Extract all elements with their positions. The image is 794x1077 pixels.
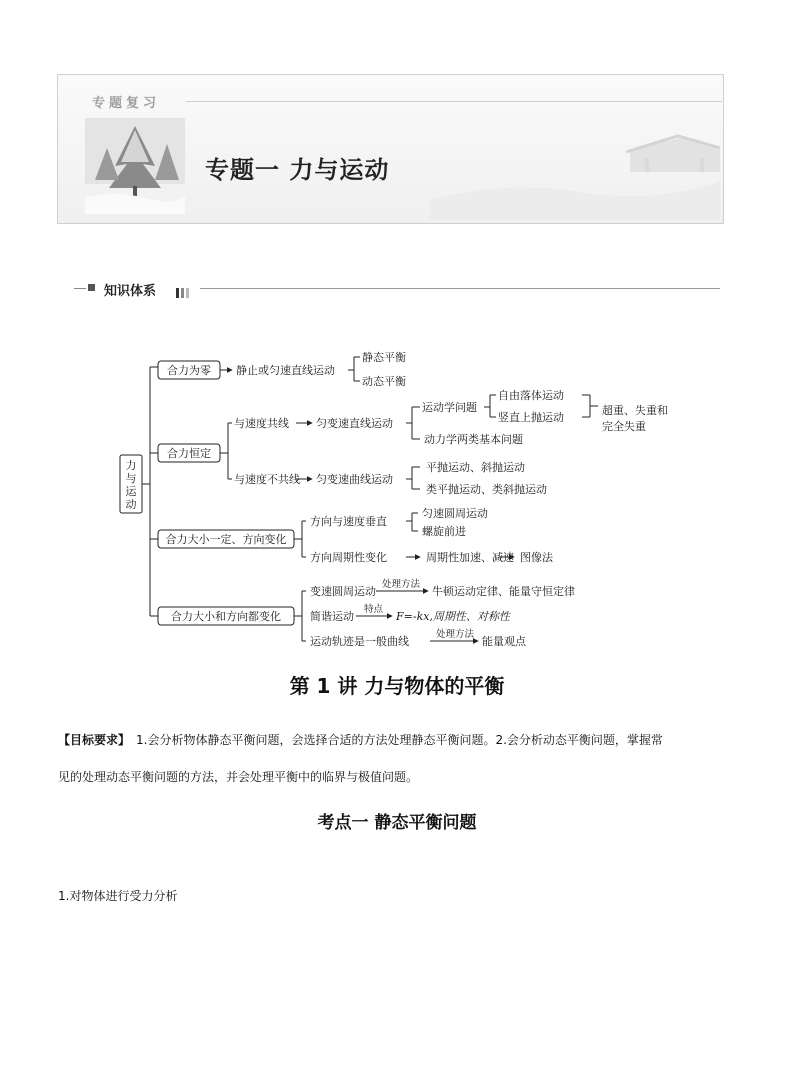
banner-tag: 专题复习 — [92, 96, 161, 111]
node-free-fall: 自由落体运动 — [498, 389, 564, 402]
diagram-root-char: 与 — [125, 472, 137, 485]
branch-both-vary: 合力大小和方向都变化 — [171, 610, 281, 623]
branch-constant-force: 合力恒定 — [167, 447, 211, 460]
diagram-root-char: 运 — [125, 485, 137, 498]
exam-point-title: 考点一 静态平衡问题 — [317, 813, 477, 833]
objectives-line-2: 见的处理动态平衡问题的方法，并会处理平衡中的临界与极值问题。 — [58, 770, 419, 784]
objectives-label: 【目标要求】 — [58, 733, 131, 747]
node-spiral: 螺旋前进 — [422, 525, 466, 538]
node-dynamics-problems: 动力学两类基本问题 — [424, 433, 523, 446]
node-graph-method: 图像法 — [520, 551, 553, 564]
lecture-title: 第 1 讲 力与物体的平衡 — [289, 674, 505, 698]
node-quasi-projectile: 类平抛运动、类斜抛运动 — [426, 483, 547, 496]
label-method-1: 处理方法 — [382, 579, 421, 590]
node-collinear: 与速度共线 — [234, 417, 289, 430]
banner-divider — [186, 101, 722, 102]
section-title: 知识体系 — [104, 284, 157, 299]
section-bars — [176, 283, 191, 302]
node-uniform-circular: 匀速圆周运动 — [422, 507, 488, 520]
node-static-or-uniform: 静止或匀速直线运动 — [236, 364, 335, 377]
diagram-root — [126, 458, 138, 511]
section-line-right — [200, 288, 720, 289]
node-hooke: F=-kx,周期性、对称性 — [396, 610, 510, 623]
node-periodic-accel: 周期性加速、减速 — [426, 551, 514, 564]
label-feature: 特点 — [364, 604, 384, 615]
chapter-title: 专题一 力与运动 — [205, 156, 390, 184]
diagram-root-char: 动 — [125, 498, 137, 511]
node-vertical-throw: 竖直上抛运动 — [498, 411, 564, 424]
section-bullet — [88, 284, 95, 291]
node-kinematics: 运动学问题 — [422, 401, 477, 414]
node-newton-energy: 牛顿运动定律、能量守恒定律 — [432, 585, 575, 598]
item-1: 1.对物体进行受力分析 — [58, 889, 178, 903]
node-perpendicular: 方向与速度垂直 — [310, 515, 387, 528]
node-uniform-accel-line: 匀变速直线运动 — [316, 417, 393, 430]
node-variable-circular: 变速圆周运动 — [310, 585, 376, 598]
label-method-2: 处理方法 — [436, 629, 475, 640]
branch-net-zero: 合力为零 — [167, 364, 211, 377]
node-uniform-accel-curve: 匀变速曲线运动 — [316, 473, 393, 486]
node-periodic-direction: 方向周期性变化 — [310, 551, 387, 564]
snow-tree-photo — [85, 118, 185, 214]
node-weightless: 完全失重 — [602, 420, 646, 433]
node-projectile: 平抛运动、斜抛运动 — [426, 461, 525, 474]
node-dynamic-balance: 动态平衡 — [362, 375, 406, 388]
node-shm: 简谐运动 — [310, 610, 354, 623]
diagram-root-char: 力 — [125, 459, 137, 472]
node-non-collinear: 与速度不共线 — [234, 473, 300, 486]
knowledge-diagram — [110, 345, 730, 648]
banner-landscape — [430, 110, 720, 220]
objectives-line-1: 1.会分析物体静态平衡问题，会选择合适的方法处理静态平衡问题。2.会分析动态平衡问题，掌握常 — [136, 733, 663, 747]
node-overweight: 超重、失重和 — [602, 404, 668, 417]
node-static-balance: 静态平衡 — [362, 351, 406, 364]
section-line-left — [74, 288, 86, 289]
node-energy-view: 能量观点 — [482, 635, 526, 648]
branch-fixed-magnitude: 合力大小一定、方向变化 — [165, 533, 287, 546]
node-general-curve: 运动轨迹是一般曲线 — [310, 635, 409, 648]
